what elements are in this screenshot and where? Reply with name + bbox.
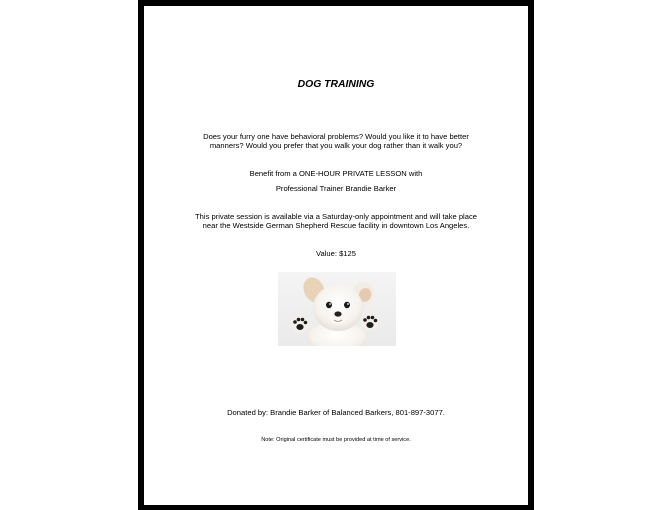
value-line: Value: $125: [316, 249, 356, 258]
benefit-line-1: Benefit from a ONE-HOUR PRIVATE LESSON with: [249, 169, 423, 178]
benefit-line-2: Professional Trainer Brandie Barker: [275, 184, 397, 193]
certificate-page: [144, 6, 528, 505]
intro-line-1: Does your furry one have behavioral problems? Would you like it to have better: [203, 132, 469, 141]
puppy-photo-icon: [278, 272, 396, 346]
document-title: DOG TRAINING: [297, 79, 375, 90]
note-line: Note: Original certificate must be provided at time of service.: [261, 437, 411, 443]
donated-by-line: Donated by: Brandie Barker of Balanced Barkers, 801-897-3077.: [227, 408, 445, 417]
intro-line-2: manners? Would you prefer that you walk your dog rather than it walk you?: [209, 141, 463, 150]
session-line-1: This private session is available via a Saturday-only appointment and will take place: [195, 212, 477, 221]
session-line-2: near the Westside German Shepherd Rescue facility in downtown Los Angeles.: [202, 221, 470, 230]
